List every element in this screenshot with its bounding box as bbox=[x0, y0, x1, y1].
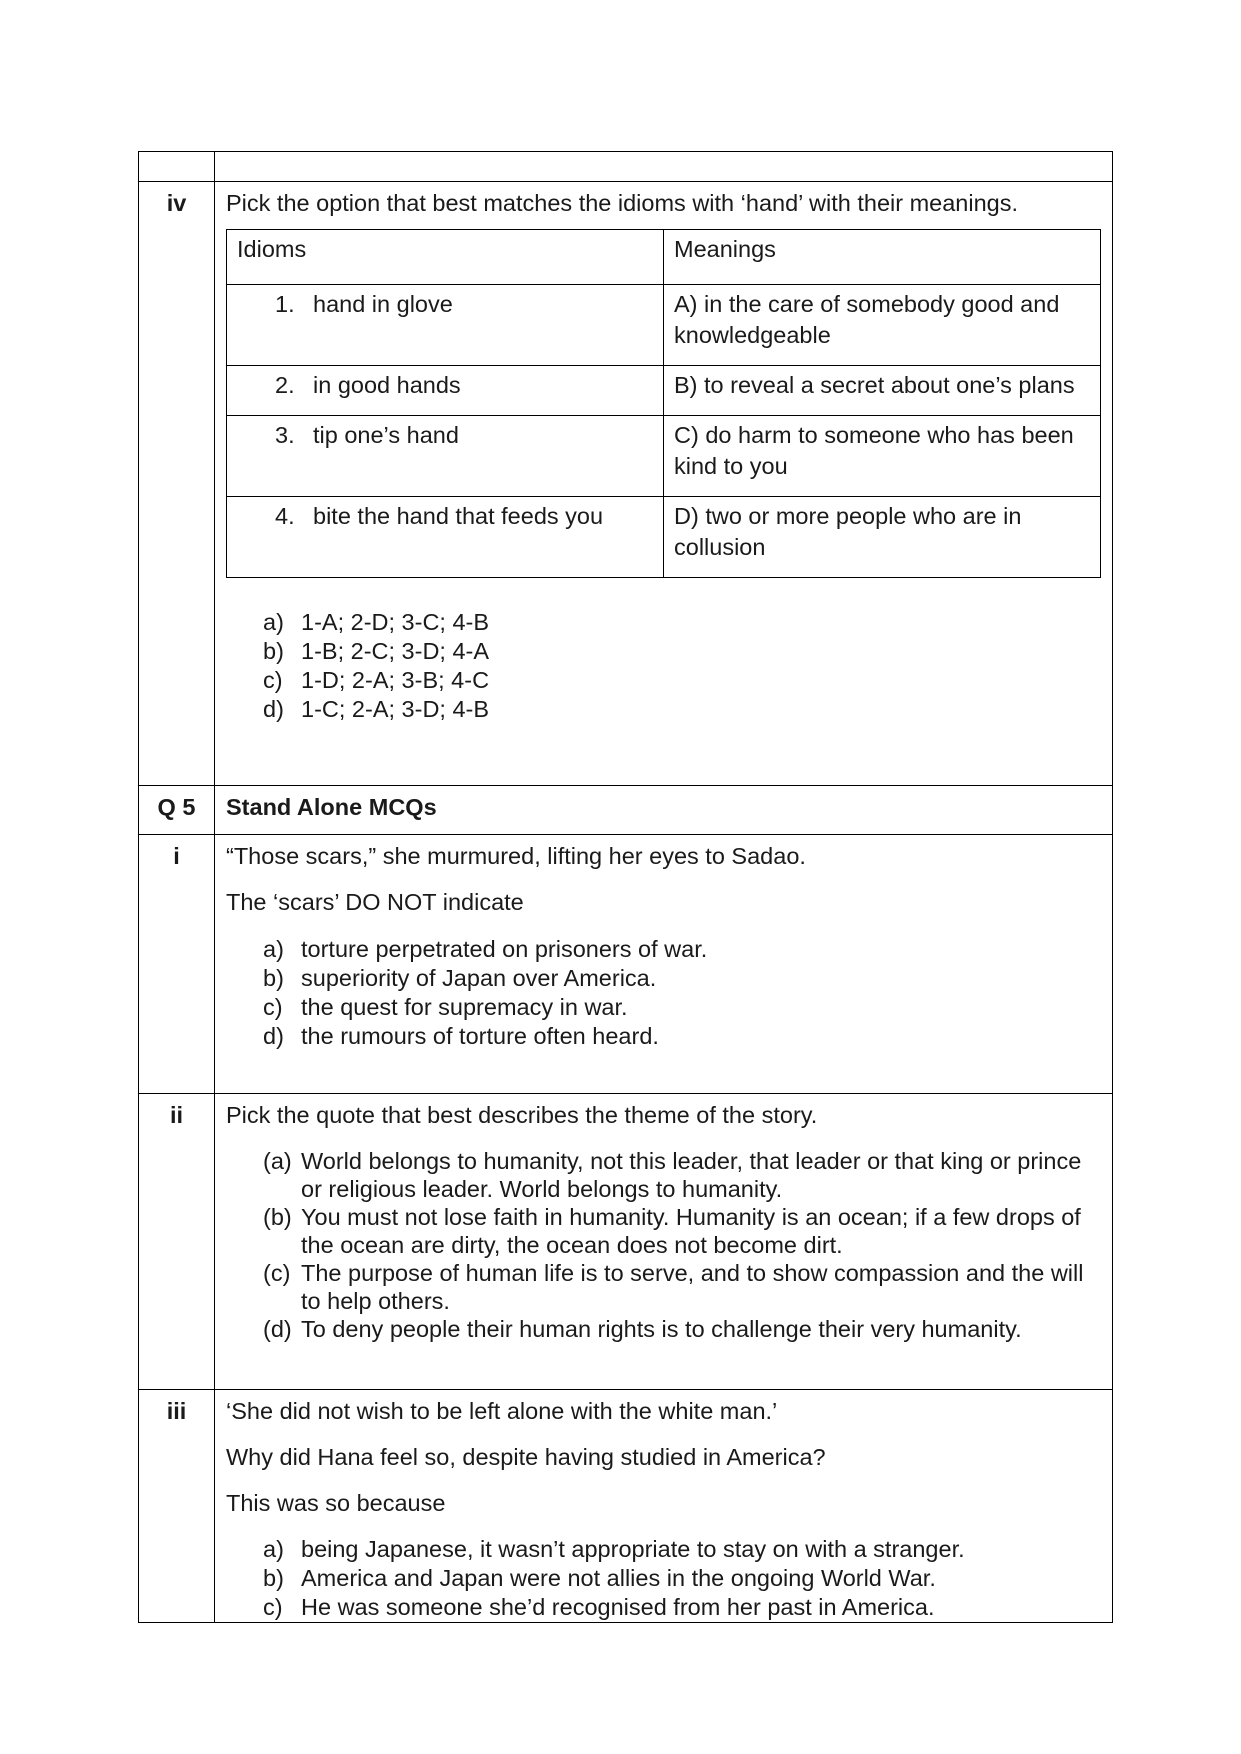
question-text: Why did Hana feel so, despite having studied in America? bbox=[226, 1444, 826, 1470]
idiom-cell bbox=[227, 366, 664, 416]
answer-options bbox=[226, 1147, 1101, 1343]
question-quote: ‘She did not wish to be left alone with the white man.’ bbox=[226, 1398, 778, 1424]
idiom-cell bbox=[227, 497, 664, 578]
answer-option[interactable] bbox=[226, 964, 1101, 993]
option-text: You must not lose faith in humanity. Humanity is an ocean; if a few drops of the ocean are dirty, the ocean does not become dirt. bbox=[301, 1204, 1081, 1258]
option-text: To deny people their human rights is to challenge their very humanity. bbox=[301, 1316, 1022, 1342]
question-table bbox=[138, 151, 1113, 1623]
option-label: a) bbox=[263, 936, 284, 962]
option-label: a) bbox=[263, 1536, 284, 1562]
option-text: torture perpetrated on prisoners of war. bbox=[301, 936, 708, 962]
idiom-cell bbox=[227, 285, 664, 366]
answer-option[interactable] bbox=[226, 637, 1101, 666]
idiom-text: in good hands bbox=[313, 372, 461, 398]
idiom-text: tip one’s hand bbox=[313, 422, 459, 448]
option-text: the rumours of torture often heard. bbox=[301, 1023, 659, 1049]
q5-heading-row bbox=[139, 786, 1113, 835]
meaning-cell: D) two or more people who are in collusion bbox=[664, 497, 1101, 578]
question-number: ii bbox=[139, 1094, 215, 1390]
question-stem: The ‘scars’ DO NOT indicate bbox=[226, 889, 524, 915]
idiom-table-header bbox=[227, 230, 1101, 285]
answer-option[interactable] bbox=[226, 1315, 1101, 1343]
option-text: 1-D; 2-A; 3-B; 4-C bbox=[301, 667, 490, 693]
question-number: iv bbox=[139, 182, 215, 786]
idiom-number: 1. bbox=[275, 291, 295, 317]
option-text: 1-A; 2-D; 3-C; 4-B bbox=[301, 609, 490, 635]
question-body bbox=[215, 835, 1113, 1094]
question-number: Q 5 bbox=[139, 786, 215, 835]
option-text: 1-C; 2-A; 3-D; 4-B bbox=[301, 696, 490, 722]
question-lead: This was so because bbox=[226, 1490, 446, 1516]
option-text: 1-B; 2-C; 3-D; 4-A bbox=[301, 638, 490, 664]
option-label: c) bbox=[263, 667, 283, 693]
option-text: America and Japan were not allies in the ongoing World War. bbox=[301, 1565, 936, 1591]
empty-number-cell bbox=[139, 152, 215, 182]
question-iii-row bbox=[139, 1390, 1113, 1623]
answer-option[interactable] bbox=[226, 695, 1101, 724]
question-body bbox=[215, 1390, 1113, 1623]
option-label: b) bbox=[263, 1565, 284, 1591]
option-label: d) bbox=[263, 696, 284, 722]
option-label: a) bbox=[263, 609, 284, 635]
idiom-row bbox=[227, 285, 1101, 366]
option-label: c) bbox=[263, 1594, 283, 1620]
option-label: d) bbox=[263, 1023, 284, 1049]
idiom-row bbox=[227, 366, 1101, 416]
option-text: superiority of Japan over America. bbox=[301, 965, 657, 991]
answer-option[interactable] bbox=[226, 935, 1101, 964]
question-ii-row bbox=[139, 1094, 1113, 1390]
idiom-cell bbox=[227, 416, 664, 497]
question-number: i bbox=[139, 835, 215, 1094]
answer-option[interactable] bbox=[226, 1564, 1101, 1593]
option-text: He was someone she’d recognised from her past in America. bbox=[301, 1594, 935, 1620]
answer-option[interactable] bbox=[226, 1147, 1101, 1203]
question-body bbox=[215, 182, 1113, 786]
option-label: (d) bbox=[263, 1316, 292, 1342]
idiom-number: 4. bbox=[275, 503, 295, 529]
option-label: b) bbox=[263, 965, 284, 991]
answer-option[interactable] bbox=[226, 608, 1101, 637]
answer-option[interactable] bbox=[226, 666, 1101, 695]
empty-top-row bbox=[139, 152, 1113, 182]
option-label: b) bbox=[263, 638, 284, 664]
question-i-row bbox=[139, 835, 1113, 1094]
question-stem: Pick the quote that best describes the theme of the story. bbox=[226, 1102, 818, 1128]
idioms-header: Idioms bbox=[227, 230, 664, 285]
idiom-match-table bbox=[226, 229, 1101, 578]
option-label: (c) bbox=[263, 1260, 291, 1286]
idiom-row bbox=[227, 416, 1101, 497]
question-number: iii bbox=[139, 1390, 215, 1623]
meanings-header: Meanings bbox=[664, 230, 1101, 285]
answer-option[interactable] bbox=[226, 1259, 1101, 1315]
question-iv-row bbox=[139, 182, 1113, 786]
answer-options bbox=[226, 608, 1101, 724]
answer-options bbox=[226, 1535, 1101, 1622]
idiom-number: 3. bbox=[275, 422, 295, 448]
answer-option[interactable] bbox=[226, 1022, 1101, 1051]
question-stem: Pick the option that best matches the idioms with ‘hand’ with their meanings. bbox=[226, 190, 1019, 216]
option-text: being Japanese, it wasn’t appropriate to stay on with a stranger. bbox=[301, 1536, 965, 1562]
question-quote: “Those scars,” she murmured, lifting her eyes to Sadao. bbox=[226, 843, 806, 869]
idiom-text: hand in glove bbox=[313, 291, 453, 317]
answer-option[interactable] bbox=[226, 993, 1101, 1022]
option-text: the quest for supremacy in war. bbox=[301, 994, 628, 1020]
option-label: (a) bbox=[263, 1148, 292, 1174]
option-text: The purpose of human life is to serve, and to show compassion and the will to help others. bbox=[301, 1260, 1084, 1314]
idiom-text: bite the hand that feeds you bbox=[313, 503, 604, 529]
question-body bbox=[215, 1094, 1113, 1390]
idiom-row bbox=[227, 497, 1101, 578]
option-label: c) bbox=[263, 994, 283, 1020]
answer-option[interactable] bbox=[226, 1593, 1101, 1622]
option-text: World belongs to humanity, not this leader, that leader or that king or prince or religious leader. World belongs to humanity. bbox=[301, 1148, 1082, 1202]
meaning-cell: C) do harm to someone who has been kind to you bbox=[664, 416, 1101, 497]
answer-option[interactable] bbox=[226, 1535, 1101, 1564]
meaning-cell: A) in the care of somebody good and knowledgeable bbox=[664, 285, 1101, 366]
answer-options bbox=[226, 935, 1101, 1051]
idiom-number: 2. bbox=[275, 372, 295, 398]
meaning-cell: B) to reveal a secret about one’s plans bbox=[664, 366, 1101, 416]
option-label: (b) bbox=[263, 1204, 292, 1230]
section-heading: Stand Alone MCQs bbox=[215, 786, 1113, 835]
empty-body-cell bbox=[215, 152, 1113, 182]
answer-option[interactable] bbox=[226, 1203, 1101, 1259]
